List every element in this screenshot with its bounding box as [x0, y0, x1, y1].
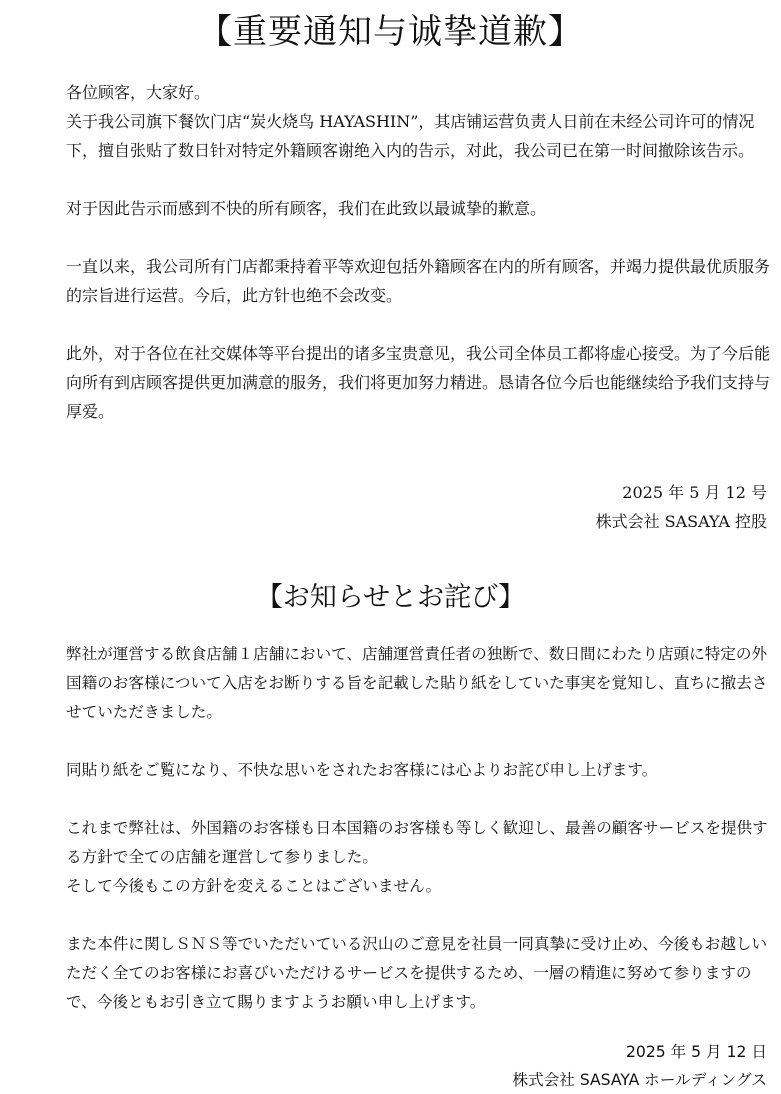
japanese-paragraph-policy: これまで弊社は、外国籍のお客様も日本国籍のお客様も等しく歓迎し、最善の顧客サービスを提供する方針で全ての店舗を運営して参りました。	[66, 819, 768, 866]
japanese-paragraph-feedback: また本件に関しＳＮＳ等でいただいている沢山のご意見を社員一同真摯に受け止め、今後もお越しいただく全てのお客様にお喜びいただけるサービスを提供するため、一層の精進に努めて参りますので、今後ともお引き立て賜りますようお願い申し上げます。	[66, 935, 768, 1011]
chinese-company: 株式会社 SASAYA 控股	[595, 512, 767, 531]
chinese-paragraph-feedback: 此外，对于各位在社交媒体等平台提出的诸多宝贵意见，我公司全体员工都将虚心接受。为了今后能向所有到店顾客提供更加满意的服务，我们将更加努力精进。恳请各位今后也能继续给予我们支持与厚爱。	[66, 344, 771, 421]
japanese-paragraph-policy-continued: そして今後もこの方針を変えることはございません。	[66, 877, 442, 895]
chinese-paragraph-apology: 对于因此告示而感到不快的所有顾客，我们在此致以最诚挚的歉意。	[66, 199, 547, 218]
japanese-paragraph-incident: 弊社が運営する飲食店舗１店舗において、店舗運営責任者の独断で、数日間にわたり店頭に特定の外国籍のお客様について入店をお断りする旨を記載した貼り紙をしていた事実を覚知し、直ちに撤去させていただきました。	[66, 645, 768, 721]
chinese-date: 2025 年 5 月 12 号	[622, 483, 767, 502]
japanese-date: 2025 年 5 月 12 日	[625, 1043, 767, 1061]
chinese-signature	[596, 478, 767, 536]
japanese-notice-body	[66, 640, 770, 1017]
chinese-notice-body	[66, 78, 772, 426]
chinese-paragraph-incident: 关于我公司旗下餐饮门店“炭火烧鸟 HAYASHIN”，其店铺运营负责人日前在未经公司许可的情况下，擅自张贴了数日针对特定外籍顾客谢绝入内的告示，对此，我公司已在第一时间撤除该告示。	[66, 112, 755, 160]
chinese-greeting: 各位顾客，大家好。	[66, 83, 211, 102]
japanese-notice-title: 【お知らせとお詫び】	[255, 582, 526, 613]
japanese-paragraph-apology: 同貼り紙をご覧になり、不快な思いをされたお客様には心よりお詫び申し上げます。	[66, 761, 658, 779]
chinese-paragraph-policy: 一直以来，我公司所有门店都秉持着平等欢迎包括外籍顾客在内的所有顾客，并竭力提供最优质服务的宗旨进行运营。今后，此方针也绝不会改变。	[66, 257, 771, 305]
chinese-notice-title: 【重要通知与诚挚道歉】	[198, 12, 583, 52]
japanese-company: 株式会社 SASAYA ホールディングス	[512, 1071, 767, 1089]
